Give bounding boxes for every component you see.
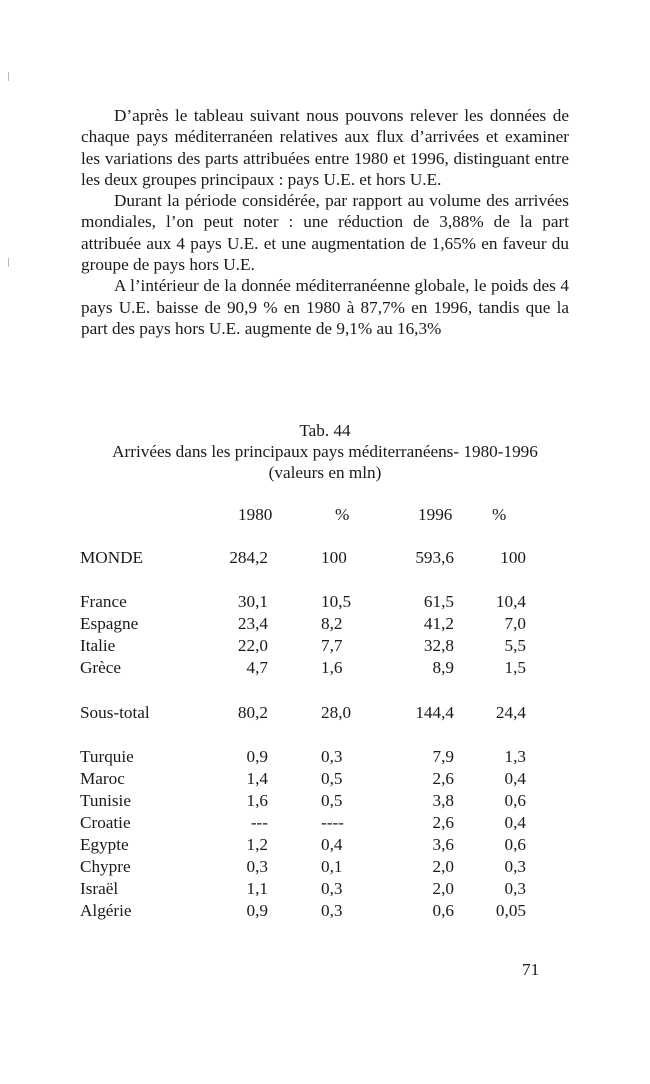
row-pct-1996: 5,5	[504, 636, 526, 655]
table-row	[0, 900, 650, 921]
table-number: Tab. 44	[299, 421, 351, 440]
row-pct-1980: 28,0	[321, 703, 352, 722]
row-value-1996: 61,5	[423, 592, 454, 611]
row-pct-1980: 0,5	[321, 769, 343, 788]
row-value-1980: 22,0	[237, 636, 268, 655]
row-label: Italie	[80, 636, 116, 655]
table-subtitle: (valeurs en mln)	[268, 463, 382, 482]
table-row	[0, 746, 650, 767]
table-title: Arrivées dans les principaux pays méditerranéens- 1980-1996	[112, 442, 538, 461]
body-text	[81, 105, 569, 339]
row-pct-1980: 0,4	[321, 835, 343, 854]
row-pct-1980: 0,1	[321, 857, 343, 876]
row-value-1980: ---	[250, 813, 268, 832]
row-value-1996: 2,0	[432, 857, 454, 876]
row-label: Israël	[80, 879, 119, 898]
row-pct-1980: 8,2	[321, 614, 343, 633]
row-label: Grèce	[80, 658, 122, 677]
table-row	[0, 768, 650, 789]
table-row	[0, 591, 650, 612]
table-row	[0, 856, 650, 877]
row-pct-1980: 100	[321, 548, 347, 567]
paragraph-3: A l’intérieur de la donnée méditerranéenne globale, le poids des 4 pays U.E. baisse de 90,9 % en 1980 à 87,7% en 1996, tandis que la part des pays hors U.E. augmente de 9,1% au 16,3%	[81, 276, 569, 338]
row-label: MONDE	[80, 548, 144, 567]
row-value-1980: 1,1	[246, 879, 268, 898]
row-pct-1996: 0,4	[504, 813, 526, 832]
row-value-1980: 80,2	[237, 703, 268, 722]
row-pct-1996: 10,4	[495, 592, 526, 611]
row-label: France	[80, 592, 127, 611]
row-value-1996: 3,8	[432, 791, 454, 810]
row-pct-1996: 0,6	[504, 791, 526, 810]
table-row	[0, 635, 650, 656]
header-cell-pct-1980: %	[335, 505, 350, 524]
row-value-1996: 593,6	[415, 548, 454, 567]
row-pct-1980: 0,5	[321, 791, 343, 810]
row-pct-1996: 0,05	[495, 901, 526, 920]
row-label: Egypte	[80, 835, 129, 854]
row-label: Turquie	[80, 747, 134, 766]
row-value-1996: 0,6	[432, 901, 454, 920]
row-pct-1980: 7,7	[321, 636, 343, 655]
row-value-1980: 4,7	[246, 658, 268, 677]
row-pct-1996: 100	[500, 548, 526, 567]
row-pct-1996: 0,4	[504, 769, 526, 788]
row-value-1996: 41,2	[423, 614, 454, 633]
row-value-1980: 1,2	[246, 835, 268, 854]
row-label: Algérie	[80, 901, 132, 920]
row-value-1996: 2,6	[432, 813, 454, 832]
row-pct-1996: 0,3	[504, 857, 526, 876]
row-pct-1980: 1,6	[321, 658, 343, 677]
header-cell-1996: 1996	[418, 505, 453, 524]
row-pct-1996: 0,6	[504, 835, 526, 854]
header-cell-pct-1996: %	[492, 505, 507, 524]
row-label: Sous-total	[80, 703, 150, 722]
row-pct-1980: 10,5	[321, 592, 352, 611]
table-row	[0, 547, 650, 568]
table-row-subtotal	[0, 702, 650, 723]
paragraph-2: Durant la période considérée, par rapport au volume des arrivées mondiales, l’on peut noter : une réduction de 3,88% de la part attribuée aux 4 pays U.E. et une augmentation de 1,65% en faveur du groupe de pays hors U.E.	[81, 191, 569, 275]
row-value-1980: 284,2	[229, 548, 268, 567]
table-row	[0, 878, 650, 899]
table-row	[0, 790, 650, 811]
row-value-1996: 32,8	[423, 636, 454, 655]
table-row	[0, 657, 650, 678]
row-pct-1980: 0,3	[321, 879, 343, 898]
row-pct-1996: 0,3	[504, 879, 526, 898]
table-row	[0, 834, 650, 855]
header-cell-1980: 1980	[238, 505, 273, 524]
row-pct-1996: 7,0	[504, 614, 526, 633]
row-value-1980: 0,9	[246, 901, 268, 920]
row-value-1996: 7,9	[432, 747, 454, 766]
row-value-1980: 0,9	[246, 747, 268, 766]
row-label: Chypre	[80, 857, 131, 876]
paragraph-1: D’après le tableau suivant nous pouvons relever les données de chaque pays méditerranéen relatives aux flux d’arrivées et examiner les variations des parts attribuées entre 1980 et 1996, distinguant entre les deux groupes principaux : pays U.E. et hors U.E.	[81, 106, 569, 189]
row-label: Tunisie	[80, 791, 131, 810]
row-pct-1996: 24,4	[495, 703, 526, 722]
row-pct-1996: 1,5	[504, 658, 526, 677]
row-pct-1980: 0,3	[321, 747, 343, 766]
row-pct-1996: 1,3	[504, 747, 526, 766]
scan-margin-mark	[8, 72, 9, 81]
row-label: Maroc	[80, 769, 125, 788]
scan-margin-mark	[8, 258, 9, 267]
table-row	[0, 613, 650, 634]
row-value-1996: 2,6	[432, 769, 454, 788]
row-value-1996: 8,9	[432, 658, 454, 677]
row-value-1980: 23,4	[237, 614, 268, 633]
row-value-1980: 30,1	[237, 592, 268, 611]
row-pct-1980: 0,3	[321, 901, 343, 920]
row-value-1980: 0,3	[246, 857, 268, 876]
row-pct-1980: ----	[321, 813, 344, 832]
row-label: Croatie	[80, 813, 131, 832]
page-number: 71	[522, 960, 540, 979]
row-value-1980: 1,4	[246, 769, 268, 788]
row-value-1980: 1,6	[246, 791, 268, 810]
table-row	[0, 812, 650, 833]
row-value-1996: 3,6	[432, 835, 454, 854]
row-value-1996: 2,0	[432, 879, 454, 898]
row-label: Espagne	[80, 614, 139, 633]
row-value-1996: 144,4	[415, 703, 454, 722]
table-header-row	[0, 504, 650, 525]
